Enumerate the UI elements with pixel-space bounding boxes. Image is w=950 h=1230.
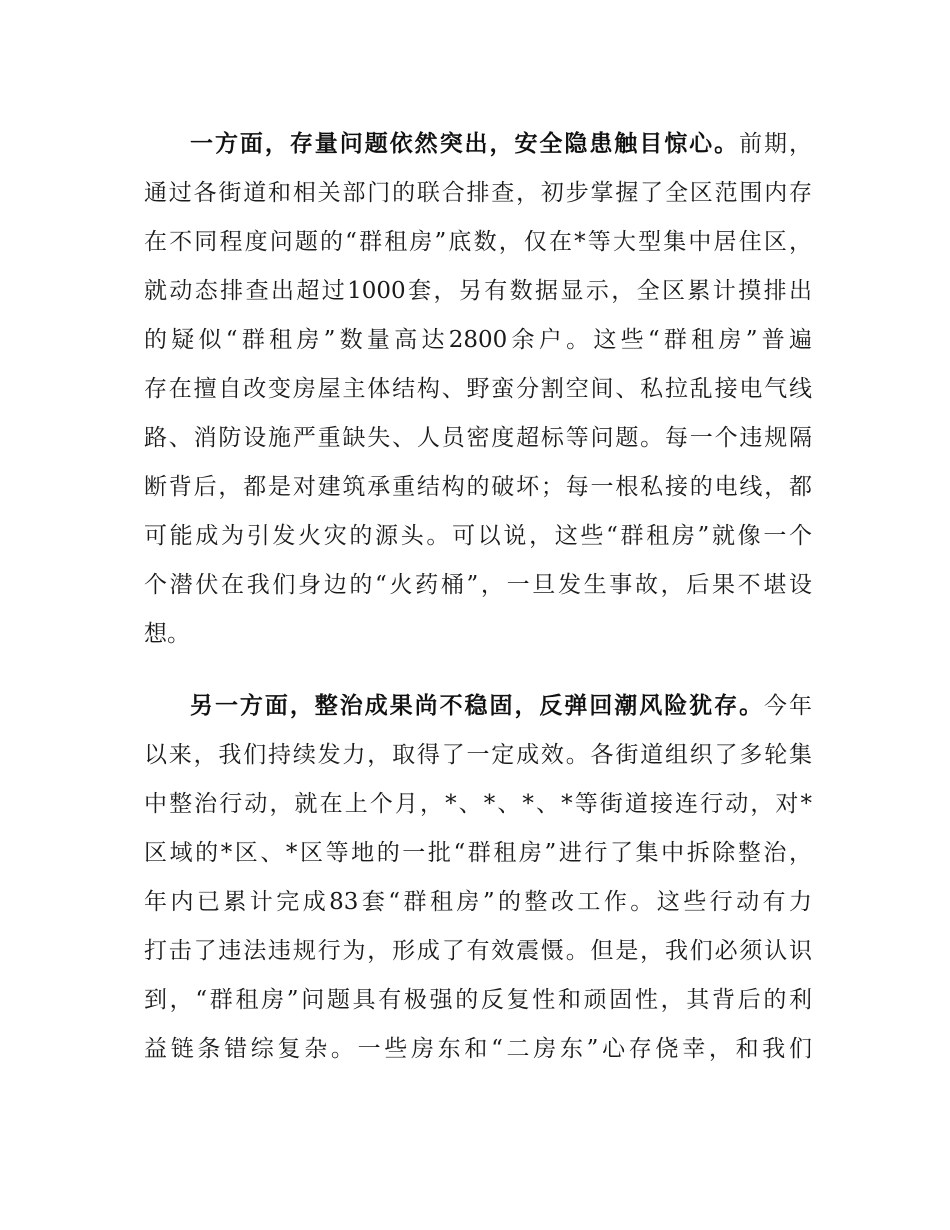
paragraph-1-line-3: 在不同程度问题的“群租房”底数，仅在*等大型集中居住区， [144,229,812,255]
paragraph-2-lead: 另一方面，整治成果尚不稳固，反弹回潮风险犹存。 [190,693,765,719]
paragraph-2-line-1-text: 今年 [764,693,813,719]
paragraph-1-line-7: 路、消防设施严重缺失、人员密度超标等问题。每一个违规隔 [144,425,812,451]
paragraph-1-line-10: 个潜伏在我们身边的“火药桶”，一旦发生事故，后果不堪设 [144,572,812,598]
paragraph-2-line-5: 年内已累计完成83套“群租房”的整改工作。这些行动有力 [144,889,812,915]
paragraph-1-line-4: 就动态排查出超过1000套，另有数据显示，全区累计摸排出 [144,278,812,304]
paragraph-1-line-1 [190,124,812,164]
paragraph-2-line-2: 以来，我们持续发力，取得了一定成效。各街道组织了多轮集 [144,742,812,768]
paragraph-2-line-7: 到，“群租房”问题具有极强的反复性和顽固性，其背后的利 [144,987,812,1013]
paragraph-1-line-11: 想。 [144,621,190,647]
paragraph-2-line-3: 中整治行动，就在上个月，*、*、*、*等街道接连行动，对* [144,791,812,817]
paragraph-1-line-2: 通过各街道和相关部门的联合排查，初步掌握了全区范围内存 [144,180,812,206]
paragraph-1-line-1-text: 前期， [739,131,813,157]
paragraph-2-line-1 [190,686,812,726]
paragraph-1-line-5: 的疑似“群租房”数量高达2800余户。这些“群租房”普遍 [144,327,812,353]
paragraph-1-line-8: 断背后，都是对建筑承重结构的破坏；每一根私接的电线，都 [144,474,812,500]
paragraph-1-line-9: 可能成为引发火灾的源头。可以说，这些“群租房”就像一个 [144,523,812,549]
paragraph-1-line-6: 存在擅自改变房屋主体结构、野蛮分割空间、私拉乱接电气线 [144,376,812,402]
paragraph-1-lead: 一方面，存量问题依然突出，安全隐患触目惊心。 [190,131,740,157]
paragraph-2-line-6: 打击了违法违规行为，形成了有效震慑。但是，我们必须认识 [144,938,812,964]
paragraph-2-line-4: 区域的*区、*区等地的一批“群租房”进行了集中拆除整治， [144,840,812,866]
paragraph-2-line-8: 益链条错综复杂。一些房东和“二房东”心存侥幸，和我们 [144,1036,812,1062]
